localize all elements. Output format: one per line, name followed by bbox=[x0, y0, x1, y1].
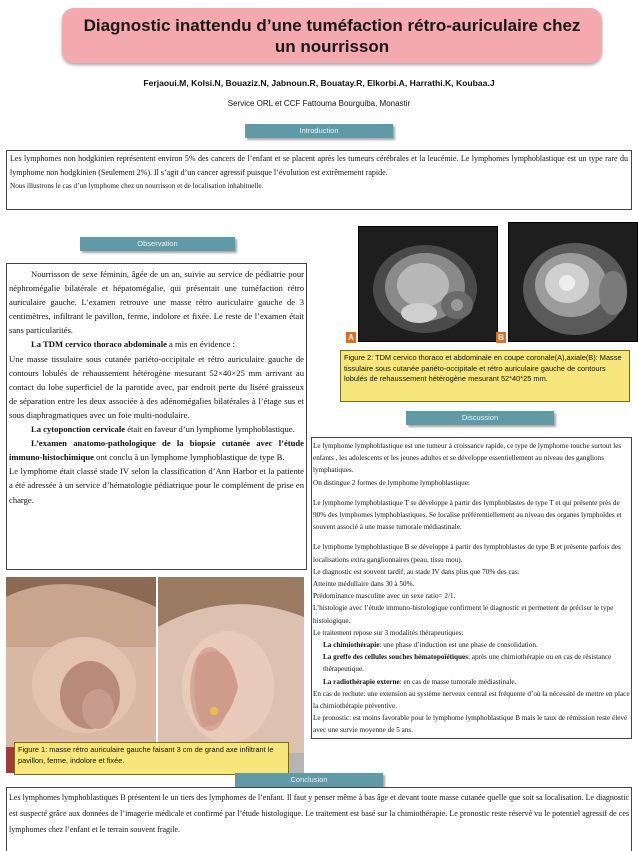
observation-paragraph-2: Une masse tissulaire sous cutanée pariéto-occipitale et rétro auriculaire gauche de contours lobulés de rehaussement hétérogène mesurant 52×40×25 mm arrivant au contact du lobe superficiel de la parotide avec, par endroit perte du liséré graisseux de séparation entre les deux associée à des adénomégalies bilatérales à l’étage sus et sous diaphragmatiques avec un foie multi-nodulaire. bbox=[9, 353, 304, 420]
discussion-paragraph-5: Le diagnostic est souvent tardif, au stade IV dans plus que 70% des cas. bbox=[313, 567, 520, 576]
exam-heading: L’examen anatomo-pathologique de la biopsie cutanée avec l’étude immuno-histochimique bbox=[9, 438, 304, 463]
observation-box bbox=[6, 263, 307, 570]
ct-image-coronal bbox=[358, 226, 498, 342]
discussion-paragraph-10: En cas de rechute: une extension au système nerveux central est fréquente d’où la nécessité de mettre en place la chimiothérapie préventive. bbox=[313, 689, 630, 711]
section-tag-discussion: Discussion bbox=[406, 411, 554, 425]
discussion-paragraph-2: On distingue 2 formes de lymphome lymphoblastique: bbox=[313, 478, 470, 487]
discussion-greffe: La greffe des cellules souches hématopoïétiques: après une chimiothérapie ou en cas de résistance thérapeutique. bbox=[323, 653, 612, 674]
ct-image-axial bbox=[508, 222, 638, 342]
cyto-heading: La cytoponction cervicale bbox=[31, 424, 126, 435]
section-tag-introduction: Introduction bbox=[245, 124, 393, 138]
authors: Ferjaoui.M, Kolsi.N, Bouaziz.N, Jabnoun.R, Bouatay.R, Elkorbi.A, Harrathi.K, Koubaa.J bbox=[143, 78, 495, 88]
conclusion-text: Les lymphomes lymphoblastiques B présentent le un tiers des lymphomes de l’enfant. Il faut y penser même à bas âge et devant toute masse cutanée quelle que soit sa localisation. Le diagnostic est suspecté grâce aux données de l’imagerie médicale et confirmé par l’étude histologique. Le traitement est basé sur la chimiothérapie. Le pronostic reste réservé vu le potentiel agressif de ces lymphomes chez l’enfant et le terrain souvent fragile. bbox=[9, 793, 629, 834]
observation-exam-line: L’examen anatomo-pathologique de la biopsie cutanée avec l’étude immuno-histochimique ont conclu à un lymphome lymphoblastique de type B. bbox=[9, 438, 304, 463]
observation-tdm-line: La TDM cervico thoraco abdominale a mis en évidence : bbox=[31, 339, 235, 350]
discussion-paragraph-1: Le lymphome lymphoblastique est une tumeur à croissance rapide, ce type de lymphome touche surtout les enfants , les adolescents et les jeunes adultes et se développe essentiellement au niveau des ganglions lymphatiques. bbox=[313, 442, 622, 475]
affiliation: Service ORL et CCF Fattouma Bourguiba, Monastir bbox=[227, 99, 411, 108]
tdm-heading: La TDM cervico thoraco abdominale bbox=[31, 339, 167, 350]
section-tag-observation: Observation bbox=[80, 237, 235, 251]
ct-label-b: B bbox=[496, 332, 506, 343]
observation-paragraph-1: Nourrisson de sexe féminin, âgée de un an, suivie au service de pédiatrie pour néphromégalie bilatérale et hépatomégalie, qui présentait une tuméfaction rétro auriculaire gauche. L’examen retrouve une masse rétro auriculaire gauche de 3 centimètres, infiltrant le pavillon, ferme, indolore et fixée. Le reste de l’examen était sans particularités. bbox=[9, 269, 304, 336]
discussion-paragraph-6: Atteinte médullaire dans 30 à 50%. bbox=[313, 580, 415, 589]
observation-cyto-line: La cytoponction cervicale était en faveur d’un lymphome lymphoblastique. bbox=[31, 424, 295, 435]
introduction-paragraph-2: Nous illustrons le cas d’un lymphome chez un nourrisson et de localisation inhabituelle. bbox=[10, 182, 264, 190]
introduction-paragraph-1: Les lymphomes non hodgkinien représentent environ 5% des cancers de l’enfant et se placent après les tumeurs cérébrales et la leucémie. Le lymphomes lymphoblastique est un type rare du lymphome non hodgkinien (Seulement 2%). Il s’agit d’un cancer agressif puisque l’évolution est extrêmement rapide. bbox=[10, 154, 628, 177]
introduction-box bbox=[6, 150, 632, 210]
discussion-radio: La radiothérapie externe: en cas de masse tumorale médiastinale. bbox=[323, 677, 517, 686]
conclusion-box bbox=[6, 787, 632, 851]
discussion-paragraph-4: Le lymphome lymphoblastique B se développe à partir des lymphoblastes de type B et présente parfois des localisations extra ganglionnaires (peau, tissu mou). bbox=[313, 543, 621, 564]
discussion-paragraph-3: Le lymphome lymphoblastique T se développe à partir des lymphoblastes de type T et qui présente près de 90% des lymphomes lymphoblastiques. Se localise préférentiellement au niveau des organes lymphoïdes et souvent associé à une masse tumorale médiastinale. bbox=[313, 498, 622, 532]
section-tag-conclusion: Conclusion bbox=[235, 773, 383, 787]
poster-title-banner bbox=[62, 8, 602, 63]
ct-label-a: A bbox=[346, 332, 356, 343]
discussion-chimio: La chimiothérapie: une phase d’induction est une phase de consolidation. bbox=[323, 641, 538, 650]
figure-2-caption: Figure 2: TDM cervico thoraco et abdominale en coupe coronale(A),axiale(B): Masse tissulaire sous cutanée pariéto-occipitale et rétro auriculaire gauche de contours lobulés de rehaussement hétérogène mesurant 52*40*25 mm. bbox=[340, 350, 630, 402]
discussion-box bbox=[311, 437, 632, 739]
figure-1-caption: Figure 1: masse rétro auriculaire gauche faisant 3 cm de grand axe infiltrant le pavillon, ferme, indolore et fixée. bbox=[14, 742, 289, 775]
discussion-paragraph-8: L’histologie avec l’étude immuno-histologique confirment le diagnostic et permettent de préciser le type histologique. bbox=[313, 604, 614, 625]
ct-axial-drawing bbox=[509, 223, 637, 341]
discussion-paragraph-7: Prédominance masculine avec un sexe ratio= 2/1. bbox=[313, 592, 456, 601]
discussion-paragraph-11: Le pronostic: est moins favorable pour le lymphome lymphoblastique B mais le taux de rémission reste élevé avec une survie moyenne de 5 ans. bbox=[313, 714, 628, 735]
observation-paragraph-3: Le lymphome était classé stade IV selon la classification d’Ann Harbor et la patiente a été adressée à un service d’hématologie pédiatrique pour le complément de prise en charge. bbox=[9, 466, 304, 505]
discussion-paragraph-9: Le traitement repose sur 3 modalités thérapeutiques: bbox=[313, 628, 464, 637]
ct-coronal-drawing bbox=[359, 227, 497, 341]
poster-title: Diagnostic inattendu d’une tuméfaction rétro-auriculaire chez un nourrisson bbox=[83, 15, 581, 56]
